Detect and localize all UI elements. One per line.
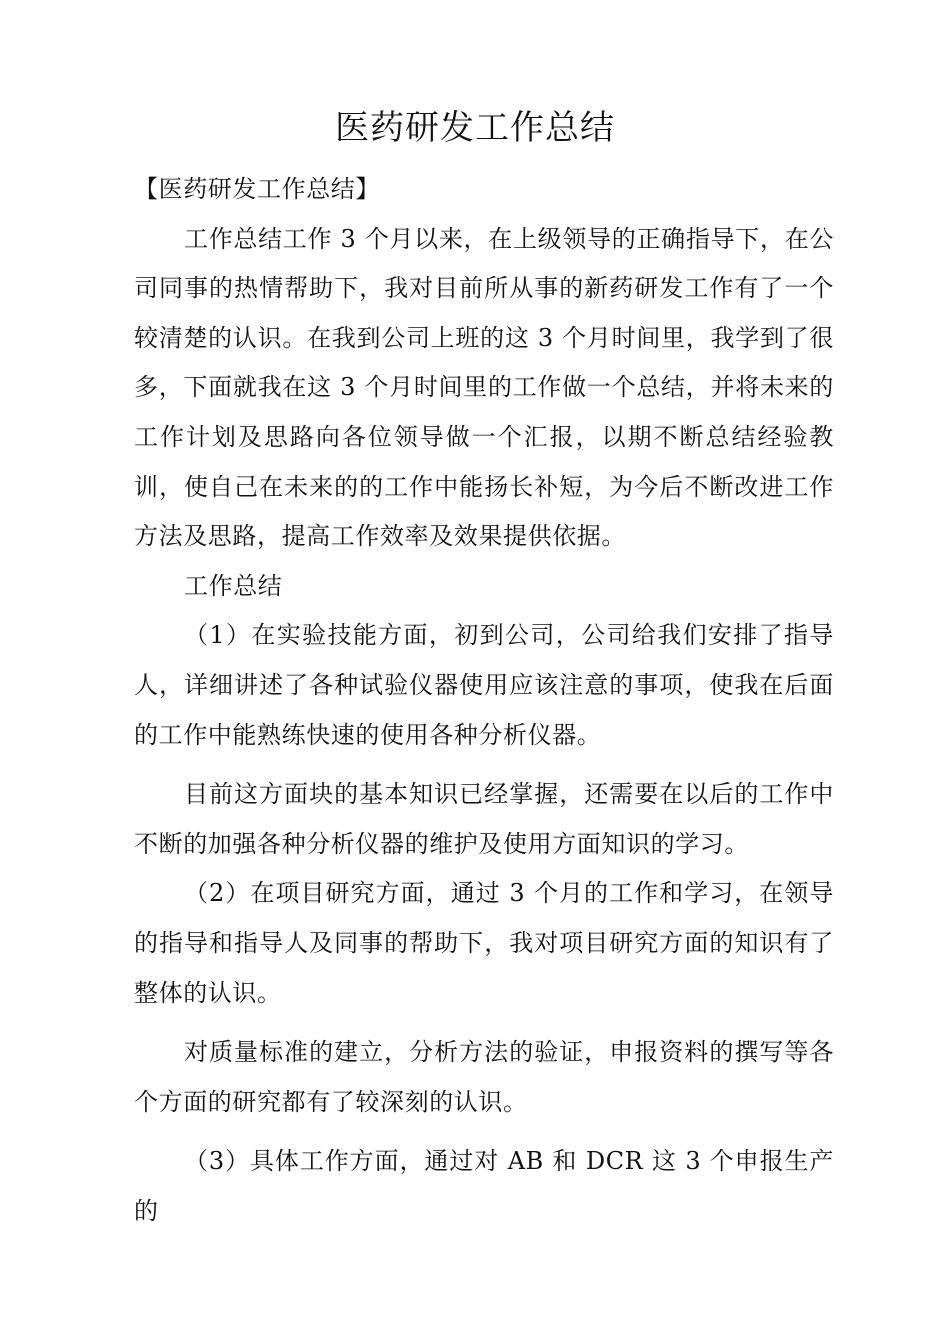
section-heading: 【医药研发工作总结】 xyxy=(134,175,380,203)
document-title: 医药研发工作总结 xyxy=(335,108,615,148)
paragraph-item-2-followup: 对质量标准的建立，分析方法的验证，申报资料的撰写等各个方面的研究都有了较深刻的认识。 xyxy=(134,1038,834,1116)
paragraph-item-1-followup: 目前这方面块的基本知识已经掌握，还需要在以后的工作中不断的加强各种分析仪器的维护及使用方面知识的学习。 xyxy=(134,780,834,858)
paragraph-item-1: （1）在实验技能方面，初到公司，公司给我们安排了指导人，详细讲述了各种试验仪器使用应该注意的事项，使我在后面的工作中能熟练快速的使用各种分析仪器。 xyxy=(134,621,834,749)
document-body xyxy=(134,165,834,1236)
paragraph-item-3: （3）具体工作方面，通过对 AB 和 DCR 这 3 个申报生产的 xyxy=(134,1147,834,1225)
paragraph-intro: 工作总结工作 3 个月以来，在上级领导的正确指导下，在公司同事的热情帮助下，我对目前所从事的新药研发工作有了一个较清楚的认识。在我到公司上班的这 3 个月时间里，我学到了很多，下面就我在这 3 个月时间里的工作做一个总结，并将未来的工作计划及思路向各位领导做一个汇报，以期不断总结经验教训，使自己在未来的的工作中能扬长补短，为今后不断改进工作方法及思路，提高工作效率及效果提供依据。 xyxy=(134,224,834,551)
paragraph-subheading: 工作总结 xyxy=(184,571,283,600)
paragraph-item-2: （2）在项目研究方面，通过 3 个月的工作和学习，在领导的指导和指导人及同事的帮助下，我对项目研究方面的知识有了整体的认识。 xyxy=(134,879,834,1007)
